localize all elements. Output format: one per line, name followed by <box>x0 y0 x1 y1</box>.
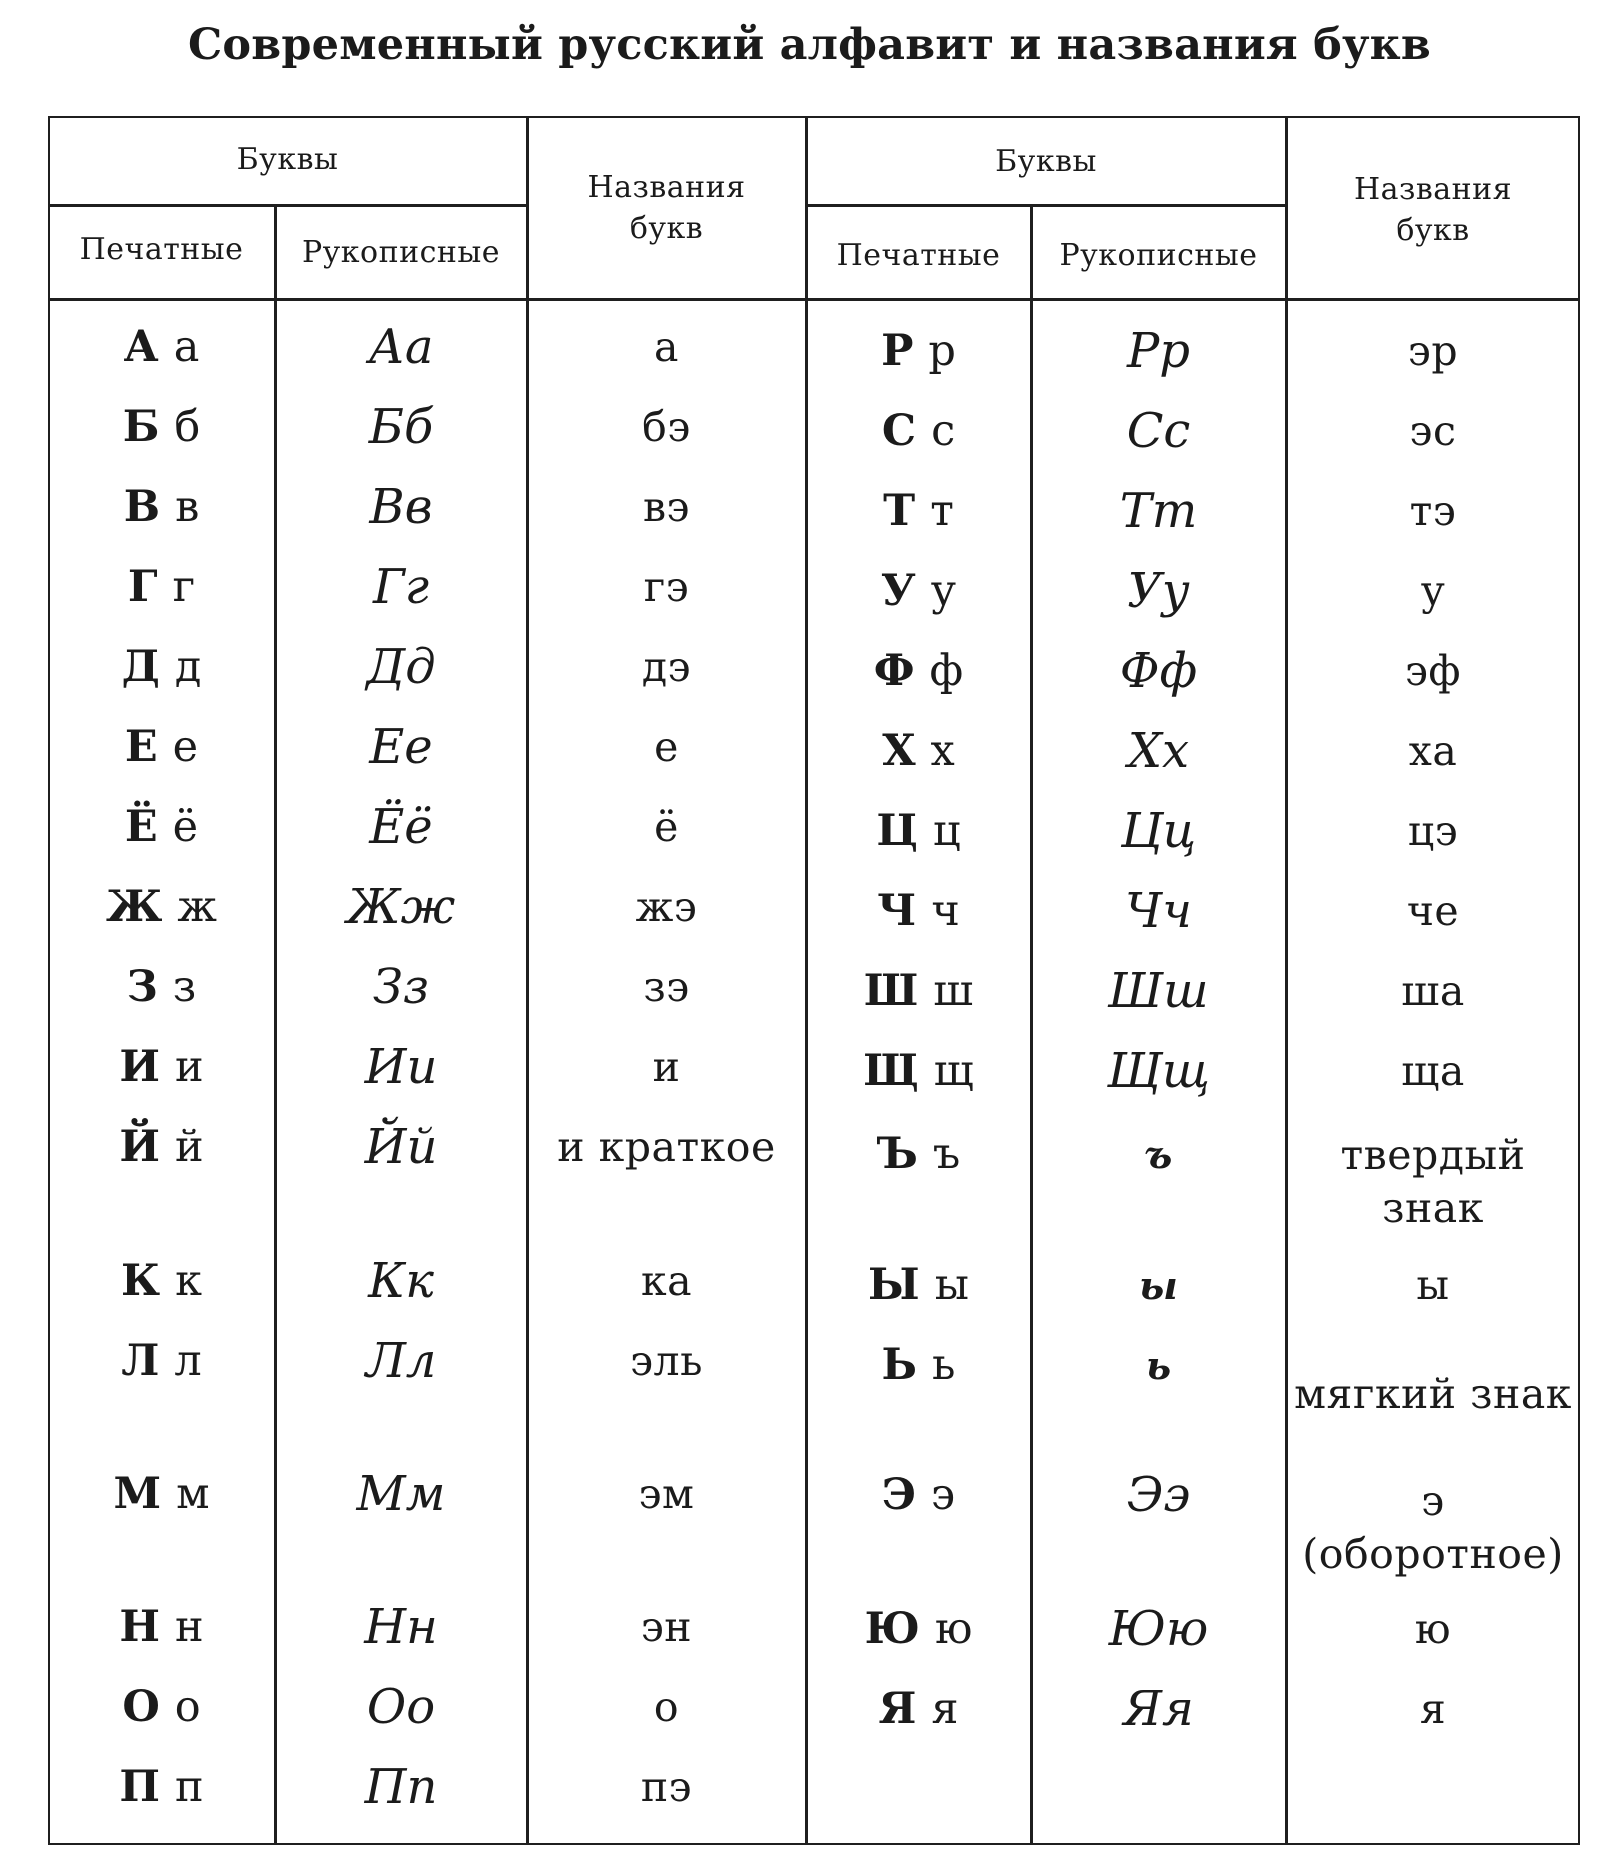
handwritten-letter: Жж <box>346 879 456 936</box>
printed-upper: Щ <box>863 1046 919 1097</box>
printed-lower: ш <box>933 966 974 1017</box>
printed-upper: В <box>123 482 161 533</box>
header-letter-names <box>527 160 806 256</box>
printed-lower: ю <box>934 1604 973 1655</box>
header-handwritten: Рукописные <box>1059 237 1258 273</box>
letter-name: ша <box>1401 967 1465 1016</box>
printed-letter <box>806 884 1031 940</box>
printed-upper: Т <box>883 486 916 537</box>
printed-lower: е <box>172 722 199 773</box>
printed-upper: Г <box>127 562 158 613</box>
handwritten-letter: Йй <box>364 1119 438 1176</box>
printed-upper: Э <box>881 1470 917 1521</box>
printed-lower: и <box>174 1042 204 1093</box>
letter-name: о <box>653 1683 680 1732</box>
handwritten-letter: Дд <box>366 639 436 696</box>
printed-lower: в <box>175 482 200 533</box>
header-names-line2: букв <box>1396 213 1470 248</box>
printed-upper: Б <box>122 402 160 453</box>
handwritten-letter: ы <box>1139 1263 1178 1309</box>
printed-letter <box>48 1334 275 1390</box>
header-names-line2: букв <box>629 211 704 246</box>
header-letters: Буквы <box>995 143 1097 179</box>
handwritten-letter: Ээ <box>1126 1467 1191 1524</box>
printed-lower: г <box>172 562 196 613</box>
handwritten-letter: Ее <box>369 719 433 776</box>
printed-letter <box>806 644 1031 700</box>
printed-letter <box>806 964 1031 1020</box>
handwritten-letter: Сс <box>1126 403 1191 460</box>
printed-upper: Ч <box>877 886 917 937</box>
printed-lower: ж <box>177 882 217 933</box>
printed-upper: Х <box>882 726 916 777</box>
printed-letter <box>48 560 275 616</box>
printed-letter <box>48 720 275 776</box>
handwritten-letter: Аа <box>368 319 434 376</box>
letter-name: мягкий знак <box>1294 1370 1572 1419</box>
printed-lower: с <box>931 406 956 457</box>
printed-letter <box>48 1760 275 1816</box>
printed-upper: Ф <box>873 646 915 697</box>
printed-upper: Д <box>121 642 160 693</box>
printed-lower: я <box>931 1684 959 1735</box>
printed-upper: Ы <box>868 1260 920 1311</box>
printed-letter <box>48 1680 275 1736</box>
handwritten-letter: ъ <box>1144 1132 1173 1178</box>
handwritten-letter: Оо <box>366 1679 436 1736</box>
handwritten-letter: Вв <box>369 479 433 536</box>
printed-upper: Ц <box>876 806 918 857</box>
letter-name: эф <box>1404 647 1462 696</box>
printed-letter <box>48 480 275 536</box>
letter-name: и <box>652 1043 681 1092</box>
printed-letter <box>48 1600 275 1656</box>
printed-lower: ц <box>932 806 961 857</box>
header-handwritten: Рукописные <box>301 234 501 270</box>
printed-letter <box>806 564 1031 620</box>
letter-name: ка <box>640 1257 693 1306</box>
letter-name: вэ <box>642 483 691 532</box>
printed-lower: п <box>174 1762 204 1813</box>
printed-upper: Е <box>124 722 158 773</box>
handwritten-letter: Нн <box>364 1599 438 1656</box>
printed-letter <box>806 1338 1031 1394</box>
handwritten-letter: Фф <box>1119 643 1198 700</box>
header-divider <box>806 204 1286 207</box>
letter-name: жэ <box>635 883 698 932</box>
printed-upper: Ш <box>863 966 919 1017</box>
printed-letter <box>48 800 275 856</box>
printed-upper: З <box>126 962 158 1013</box>
printed-letter <box>806 1127 1031 1183</box>
letter-name: э (оборотное) <box>1302 1476 1564 1578</box>
header-printed: Печатные <box>79 231 244 267</box>
letter-name: зэ <box>643 963 690 1012</box>
printed-upper: И <box>119 1042 160 1093</box>
printed-letter <box>806 1682 1031 1738</box>
printed-letter <box>48 1040 275 1096</box>
printed-upper: Я <box>878 1684 917 1735</box>
printed-lower: б <box>174 402 201 453</box>
printed-lower: у <box>930 566 957 617</box>
page-title: Современный русский алфавит и названия букв <box>187 20 1432 70</box>
handwritten-letter: Уу <box>1127 563 1190 620</box>
printed-letter <box>806 1258 1031 1314</box>
handwritten-letter: Зз <box>372 959 430 1016</box>
printed-letter <box>806 484 1031 540</box>
letter-name: ё <box>654 803 679 852</box>
letter-name: че <box>1406 887 1460 936</box>
printed-upper: Ю <box>864 1604 920 1655</box>
handwritten-letter: Лл <box>365 1333 437 1390</box>
printed-letter <box>806 324 1031 380</box>
printed-letter <box>48 640 275 696</box>
handwritten-letter: Цц <box>1120 803 1197 860</box>
letter-name: дэ <box>641 643 692 692</box>
printed-upper: П <box>119 1762 160 1813</box>
handwritten-letter: Хх <box>1127 723 1190 780</box>
letter-name: ща <box>1401 1047 1465 1096</box>
printed-upper: С <box>881 406 917 457</box>
letter-name: ха <box>1408 727 1458 776</box>
printed-lower: н <box>174 1602 204 1653</box>
printed-lower: т <box>930 486 954 537</box>
letter-name: эр <box>1407 327 1459 376</box>
printed-letter <box>806 1044 1031 1100</box>
printed-lower: з <box>172 962 197 1013</box>
handwritten-letter: Чч <box>1125 883 1192 940</box>
printed-upper: Ъ <box>876 1129 918 1180</box>
printed-letter <box>48 880 275 936</box>
printed-upper: Ь <box>881 1340 918 1391</box>
handwritten-letter: Гг <box>372 559 430 616</box>
printed-lower: ё <box>172 802 199 853</box>
printed-letter <box>806 1602 1031 1658</box>
printed-letter <box>48 1467 275 1523</box>
letter-name: у <box>1420 567 1446 616</box>
handwritten-letter: ь <box>1145 1343 1172 1389</box>
printed-lower: а <box>173 322 200 373</box>
handwritten-letter: Мм <box>356 1466 446 1523</box>
printed-lower: р <box>928 326 956 377</box>
handwritten-letter: Щщ <box>1107 1043 1210 1100</box>
printed-upper: Н <box>119 1602 160 1653</box>
header-letter-names <box>1286 162 1580 258</box>
handwritten-letter: Шш <box>1108 963 1209 1020</box>
header-names-line1: Названия <box>587 169 746 205</box>
letter-name: пэ <box>640 1763 693 1812</box>
printed-upper: Ж <box>106 882 163 933</box>
letter-name: твердый знак <box>1340 1130 1526 1232</box>
printed-lower: щ <box>933 1046 974 1097</box>
letter-name: эм <box>638 1470 695 1519</box>
printed-upper: М <box>113 1469 162 1520</box>
printed-lower: ъ <box>932 1129 961 1180</box>
handwritten-letter: Яя <box>1123 1681 1194 1738</box>
printed-letter <box>806 724 1031 780</box>
printed-upper: Й <box>119 1122 160 1173</box>
printed-lower: й <box>174 1122 204 1173</box>
printed-upper: Л <box>121 1336 160 1387</box>
printed-upper: У <box>880 566 916 617</box>
printed-letter <box>48 960 275 1016</box>
letter-name: ы <box>1416 1261 1450 1310</box>
printed-letter <box>806 404 1031 460</box>
printed-upper: А <box>123 322 159 373</box>
printed-lower: х <box>930 726 955 777</box>
handwritten-letter: Юю <box>1108 1601 1209 1658</box>
printed-lower: м <box>176 1469 210 1520</box>
handwritten-letter: Рр <box>1126 323 1191 380</box>
printed-upper: К <box>121 1256 161 1307</box>
header-bottom-rule <box>48 298 1580 301</box>
printed-letter <box>48 320 275 376</box>
printed-lower: л <box>174 1336 202 1387</box>
header-divider <box>48 204 527 207</box>
handwritten-letter: Пп <box>364 1759 438 1816</box>
letter-name: и краткое <box>557 1123 776 1172</box>
handwritten-letter: Ёё <box>369 799 433 856</box>
printed-lower: к <box>175 1256 202 1307</box>
printed-letter <box>806 1468 1031 1524</box>
printed-letter <box>48 1120 275 1176</box>
handwritten-letter: Тт <box>1119 483 1198 540</box>
printed-letter <box>48 1254 275 1310</box>
printed-upper: Ё <box>124 802 158 853</box>
handwritten-letter: Бб <box>368 399 434 456</box>
printed-letter <box>806 804 1031 860</box>
handwritten-letter: Ии <box>364 1039 438 1096</box>
letter-name: я <box>1419 1685 1447 1734</box>
header-letters: Буквы <box>236 141 339 177</box>
letter-name: а <box>654 323 679 372</box>
printed-lower: д <box>174 642 202 693</box>
letter-name: эн <box>640 1603 693 1652</box>
letter-name: эс <box>1409 407 1457 456</box>
letter-name: е <box>654 723 679 772</box>
printed-letter <box>48 400 275 456</box>
header-printed: Печатные <box>836 237 1001 273</box>
printed-lower: ы <box>934 1260 969 1311</box>
printed-upper: О <box>122 1682 160 1733</box>
handwritten-letter: Кк <box>368 1253 434 1310</box>
header-names-line1: Названия <box>1353 171 1513 207</box>
printed-lower: э <box>931 1470 956 1521</box>
letter-name: эль <box>630 1337 703 1386</box>
letter-name: ю <box>1414 1605 1452 1654</box>
letter-name: бэ <box>642 403 691 452</box>
letter-name: гэ <box>643 563 690 612</box>
printed-lower: ф <box>929 646 964 697</box>
printed-lower: ч <box>931 886 960 937</box>
letter-name: цэ <box>1407 807 1459 856</box>
printed-lower: ь <box>932 1340 956 1391</box>
letter-name: тэ <box>1409 487 1457 536</box>
printed-lower: о <box>174 1682 201 1733</box>
printed-upper: Р <box>881 326 914 377</box>
